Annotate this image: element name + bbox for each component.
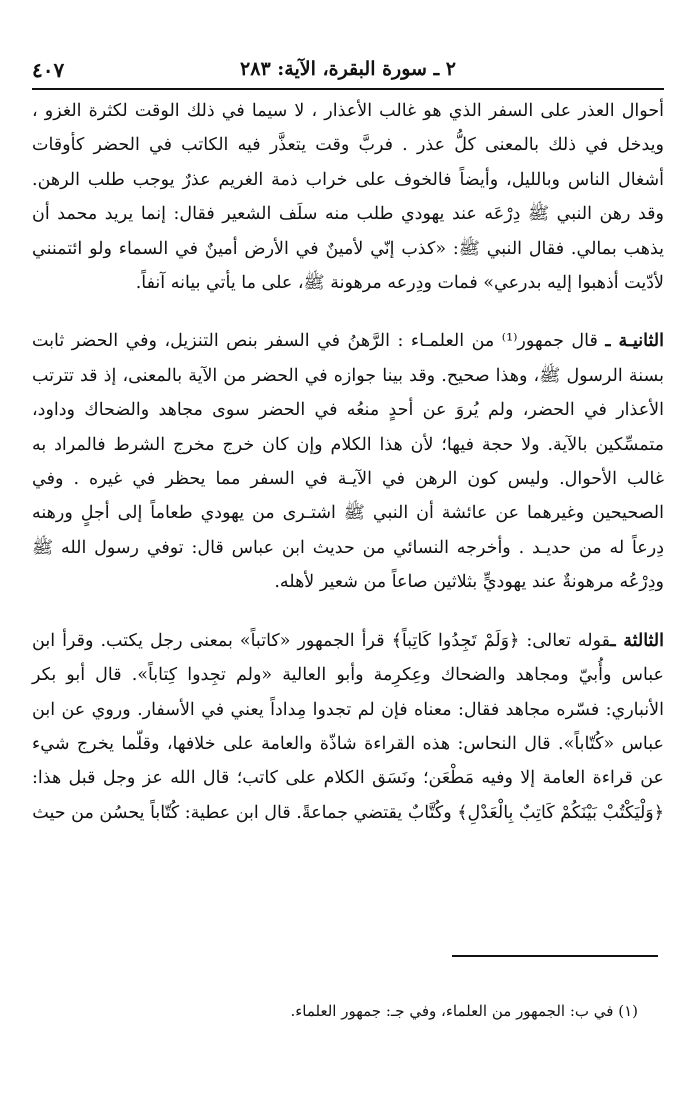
paragraph-2-lead: الثانيـة ـ xyxy=(605,331,664,352)
paragraph-3-text: قوله تعالى: ﴿وَلَمْ تَجِدُوا كَاتِباً﴾ قرأ الجمهور «كاتباً» بمعنى رجل يكتب. وقرأ ابن عباس وأُبيّ ومجاهد والضحاك وعِكرِمة وأبو العالية «ولم تجِدوا كِتاباً». قال أبو بكر الأنباري: فسّره مجاهد فقال: معناه فإن لم تجدوا مِداداً يعني في الأسفار. وروي عن ابن عباس «كُتّاباً». قال النحاس: هذه القراءة شاذّة والعامة على خلافها، وقلّما يخرج شيء عن قراءة العامة إلا وفيه مَطْعَن؛ ونَسَق الكلام على كاتب؛ قال الله عز وجل قبل هذا: ﴿وَلْيَكْتُبْ بَيْنَكُمْ كَاتِبٌ بِالْعَدْلِ﴾ وكُتَّابٌ يقتضي جماعةً. قال ابن عطية: كُتّاباً يحسُن من حيث xyxy=(32,630,664,823)
main-text xyxy=(32,94,664,830)
paragraph-2 xyxy=(32,324,664,599)
paragraph-gap xyxy=(32,600,664,624)
footnote-rule xyxy=(452,955,658,957)
running-header xyxy=(32,58,664,88)
paragraph-2-text: قال جمهور⁽¹⁾ من العلمـاء : الرَّهنُ في السفر بنص التنزيل، وفي الحضر ثابت بسنة الرسول ﷺ، وهذا صحيح. وقد بينا جوازه في الحضر من الآية بالمعنى، إذ قد تترتب الأعذار في الحضر، ولم يُروَ عن أحدٍ منعُه في الحضر سوى مجاهد والضحاك وداود، متمسِّكين بالآية. ولا حجة فيها؛ لأن هذا الكلام وإن كان خرج مخرج الشرط فالمراد به غالب الأحوال. وليس كون الرهن في الآيـة في السفر مما يحظر في غيره . وفي الصحيحين وغيرهما عن عائشة أن النبي ﷺ اشتـرى من يهودي طعاماً إلى أجلٍ ورهنه دِرعاً له من حديـد . وأخرجه النسائي من حديث ابن عباس قال: توفي رسول الله ﷺ ودِرْعُه مرهونةٌ عند يهوديٍّ بثلاثين صاعاً من شعير لأهله. xyxy=(32,331,664,593)
paragraph-3-lead: الثالثة ـ xyxy=(610,630,664,651)
header-rule xyxy=(32,88,664,90)
paragraph-gap xyxy=(32,300,664,324)
header-title: ٢ ـ سورة البقرة، الآية: ٢٨٣ xyxy=(240,58,456,80)
footnote: (١) في ب: الجمهور من العلماء، وفي جـ: جمهور العلماء. xyxy=(290,1002,638,1020)
page-number: ٤٠٧ xyxy=(32,58,65,82)
paragraph-1: أحوال العذر على السفر الذي هو غالب الأعذار ، لا سيما في ذلك الوقت لكثرة الغزو ، ويدخل في ذلك بالمعنى كلُّ عذر . فربَّ وقت يتعذَّر فيه الكاتب في الحضر كأوقات أشغال الناس وبالليل، وأيضاً فالخوف على خراب ذمة الغريم عذرٌ يوجب طلب الرهن. وقد رهن النبي ﷺ دِرْعَه عند يهودي طلب منه سلَف الشعير فقال: إنما يريد محمد أن يذهب بمالي. فقال النبي ﷺ: «كذب إنّي لأمينٌ في الأرض أمينٌ في السماء ولو ائتمنني لأدّيت أذهبوا إليه بدرعي» فمات ودِرعه مرهونة ﷺ، على ما يأتي بيانه آنفاً. xyxy=(32,101,664,294)
paragraph-3 xyxy=(32,624,664,830)
